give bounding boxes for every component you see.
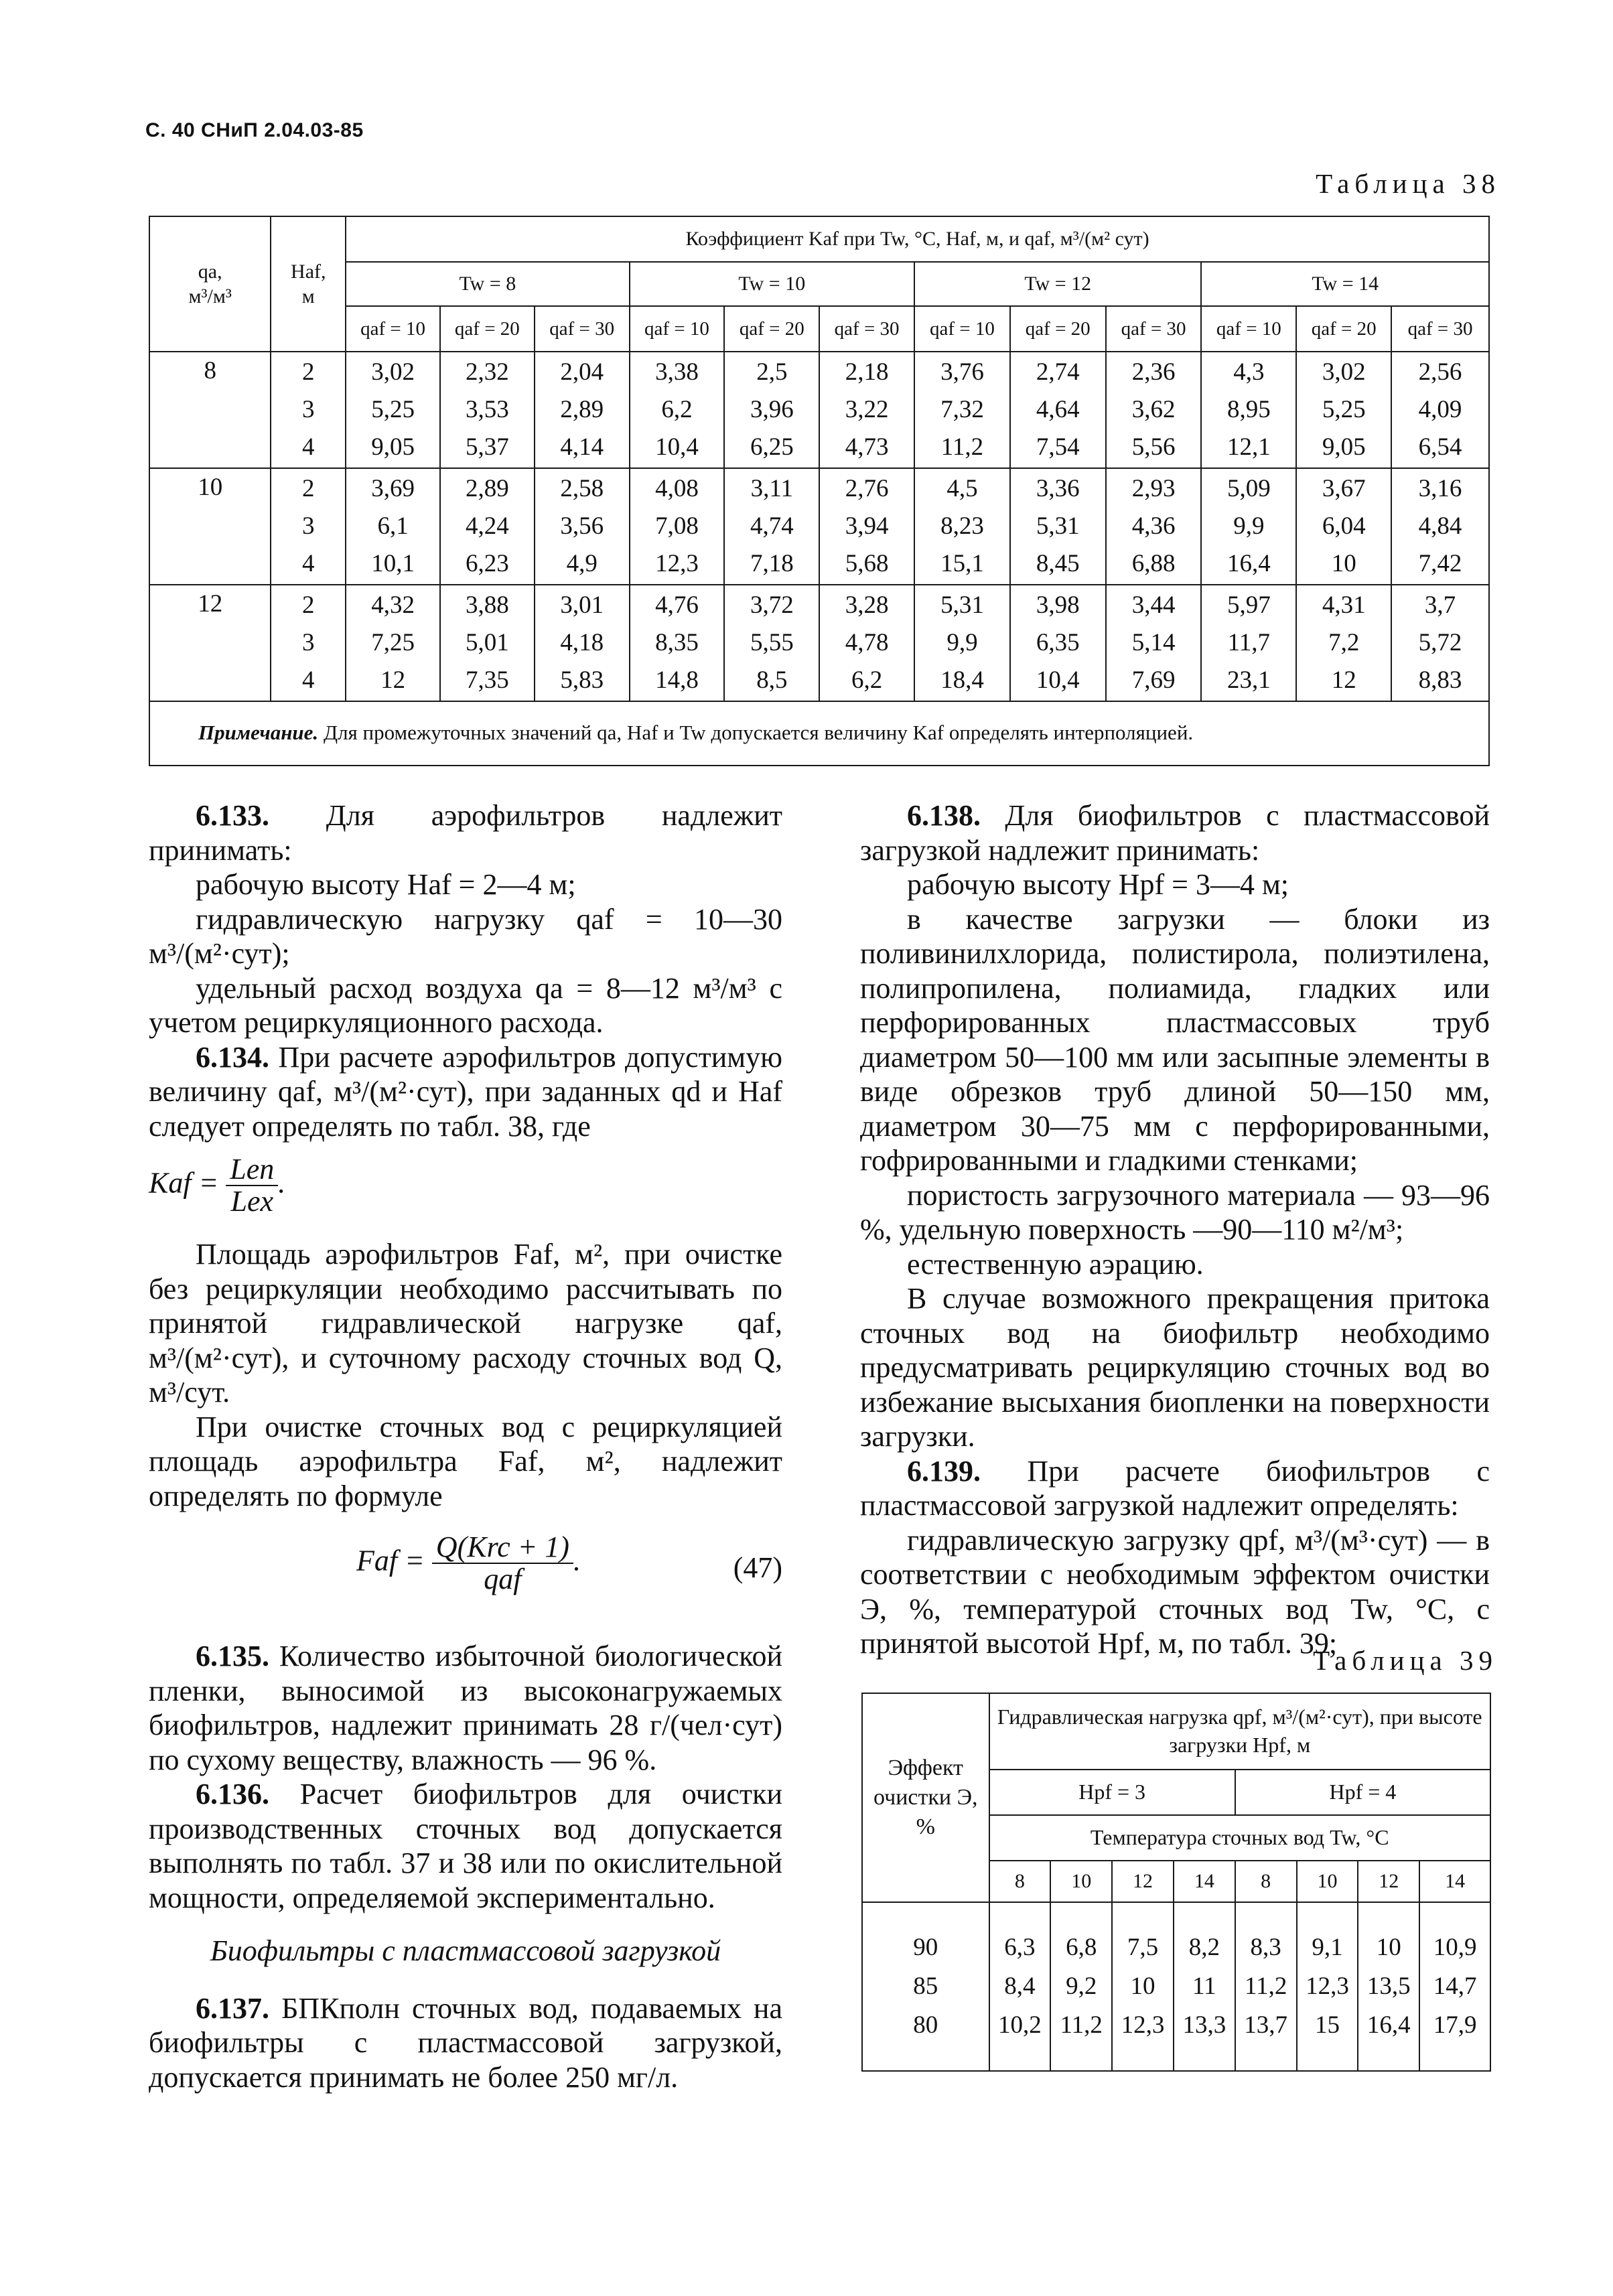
paragraph-text: Количество избыточной биологической пленки, выносимой из высоконагружаемых биофильтров, надлежит принимать 28 г/(чел·сут) по сухому веществу, влажность — 96 %.: [149, 1640, 782, 1776]
k-fraction: [226, 1154, 278, 1217]
paragraph-6-134: [149, 1040, 782, 1144]
formula-dot: .: [278, 1166, 286, 1200]
table-row: [149, 585, 1489, 701]
kaf-value: 3,76: [940, 358, 984, 386]
effect-value: 85: [913, 1972, 938, 2000]
haf-values: [271, 468, 346, 585]
kaf-value-cell: [914, 585, 1010, 701]
kaf-value: 2,58: [560, 475, 604, 502]
left-column: [149, 798, 782, 2094]
kaf-value: 15,1: [940, 550, 984, 577]
formula-47: [149, 1524, 782, 1624]
formula-number: (47): [733, 1551, 782, 1584]
kaf-value: 3,28: [845, 591, 889, 619]
kaf-value: 8,5: [756, 666, 788, 694]
kaf-value-cell: [1201, 352, 1296, 468]
temperature-value: 14: [1419, 1861, 1490, 1902]
qa-value: [149, 468, 271, 585]
paragraph-text: Для аэрофильтров надлежит принимать:: [149, 799, 782, 867]
kaf-value: 2,04: [560, 358, 604, 386]
kaf-value-cell: [1010, 352, 1106, 468]
kaf-value-cell: [630, 352, 725, 468]
fraction-denominator: qaf: [484, 1563, 522, 1596]
kaf-value: 4,74: [750, 512, 794, 540]
qaf-header-row: [149, 306, 1489, 352]
list-item: пористость загрузочного материала — 93—96 %, удельную поверхность —90—110 м²/м³;: [860, 1178, 1490, 1246]
load-value: 7,5: [1127, 1934, 1159, 1961]
kaf-value: 4,14: [560, 433, 604, 461]
kaf-value: 7,42: [1418, 550, 1462, 577]
kaf-value: 3,88: [466, 591, 509, 619]
kaf-value: 18,4: [940, 666, 984, 694]
kaf-value: 5,37: [466, 433, 509, 461]
qa-value: [149, 352, 271, 468]
qaf-header-cell: qaf = 30: [819, 306, 914, 352]
kaf-value-cell: [535, 352, 630, 468]
coefficient-header: Коэффициент Kaf при Tw, °С, Haf, м, и qaf, м³/(м² сут): [346, 216, 1489, 262]
kaf-value: 12,1: [1227, 433, 1271, 461]
paragraph-text: При расчете биофильтров с пластмассовой загрузкой надлежит определять:: [860, 1454, 1490, 1522]
table-row: [149, 468, 1489, 585]
kaf-value-cell: [1201, 585, 1296, 701]
kaf-value: 3,38: [655, 358, 699, 386]
kaf-value-cell: [440, 585, 535, 701]
kaf-value: 3,02: [371, 358, 415, 386]
qa-header: qa, м³/м³: [149, 216, 271, 352]
note-label: Примечание.: [198, 721, 319, 744]
kaf-value: 23,1: [1227, 666, 1271, 694]
kaf-value-cell: [1391, 352, 1489, 468]
kaf-value-cell: [1010, 585, 1106, 701]
paragraph-area: Площадь аэрофильтров Faf, м², при очистке без рециркуляции необходимо рассчитывать по принятой гидравлической нагрузке qaf, м³/(м²·сут), и суточному расходу сточных вод Q, м³/сут.: [149, 1238, 782, 1409]
kaf-value: 10,4: [655, 433, 699, 461]
table-38: [149, 216, 1490, 766]
page-header: С. 40 СНиП 2.04.03-85: [145, 119, 364, 141]
temperature-header: Температура сточных вод Tw, °С: [989, 1815, 1491, 1861]
load-value-cell: [1235, 1902, 1297, 2071]
kaf-value: 4,31: [1322, 591, 1366, 619]
kaf-value: 10,1: [371, 550, 415, 577]
clause-number: 6.134.: [196, 1040, 269, 1074]
kaf-value: 4,84: [1418, 512, 1462, 540]
kaf-value: 3,98: [1036, 591, 1080, 619]
table-39-body: [862, 1902, 1490, 2071]
table-39: [861, 1693, 1491, 2072]
kaf-value: 2,32: [466, 358, 509, 386]
kaf-value: 4,36: [1131, 512, 1176, 540]
load-value: 10,2: [998, 2011, 1042, 2039]
qaf-header-cell: qaf = 30: [535, 306, 630, 352]
temperature-value: 10: [1050, 1861, 1112, 1902]
kaf-value: 7,25: [371, 629, 415, 656]
note-text: Для промежуточных значений qa, Haf и Tw допускается величину Kaf определять интерполяцией.: [318, 721, 1194, 744]
kaf-value: 4,09: [1418, 396, 1462, 423]
qaf-header-cell: qaf = 20: [1010, 306, 1106, 352]
clause-number: 6.139.: [907, 1454, 981, 1488]
kaf-value: 8,35: [655, 629, 699, 656]
clause-number: 6.133.: [196, 799, 269, 832]
load-value: 11,2: [1244, 1972, 1287, 2000]
haf-header: Haf, м: [271, 216, 346, 352]
temperature-value: 12: [1358, 1861, 1419, 1902]
kaf-value: 9,9: [946, 629, 978, 656]
load-value-cell: [1050, 1902, 1112, 2071]
kaf-value: 5,09: [1227, 475, 1271, 502]
kaf-value: 7,32: [940, 396, 984, 423]
kaf-value: 12: [380, 666, 406, 694]
kaf-value: 4,32: [371, 591, 415, 619]
kaf-value: 4,78: [845, 629, 889, 656]
kaf-value: 5,72: [1418, 629, 1462, 656]
kaf-value: 9,05: [1322, 433, 1366, 461]
haf-value: 2: [302, 475, 315, 502]
kaf-value-cell: [724, 352, 819, 468]
qaf-header-cell: qaf = 20: [724, 306, 819, 352]
kaf-value: 12,3: [655, 550, 699, 577]
qaf-header-cell: qaf = 20: [440, 306, 535, 352]
kaf-value-cell: [724, 468, 819, 585]
kaf-value: 6,35: [1036, 629, 1080, 656]
kaf-value: 16,4: [1227, 550, 1271, 577]
paragraph-6-138: [860, 798, 1490, 867]
kaf-value: 5,01: [466, 629, 509, 656]
haf-values: [271, 585, 346, 701]
load-value: 13,5: [1366, 1972, 1411, 2000]
kaf-value: 2,56: [1418, 358, 1462, 386]
kaf-value: 11,7: [1227, 629, 1271, 656]
paragraph-6-137: [149, 1991, 782, 2095]
list-item: гидравлическую загрузку qpf, м³/(м³·сут) — в соответствии с необходимым эффектом очистки Э, %, температурой сточных вод Tw, °С, с принятой высотой Hpf, м, по табл. 39;: [860, 1523, 1490, 1660]
kaf-value: 5,25: [1322, 396, 1366, 423]
load-value: 12,3: [1306, 1972, 1349, 2000]
height-4-header: Hpf = 4: [1235, 1770, 1490, 1815]
clause-number: 6.138.: [907, 799, 981, 832]
load-value: 16,4: [1366, 2011, 1411, 2039]
kaf-value-cell: [440, 468, 535, 585]
list-item: гидравлическую нагрузку qaf = 10—30 м³/(м²·сут);: [149, 902, 782, 970]
paragraph-area-recirc: При очистке сточных вод с рециркуляцией площадь аэрофильтра Faf, м², надлежит определять по формуле: [149, 1410, 782, 1512]
kaf-value: 4,24: [466, 512, 509, 540]
kaf-value-cell: [724, 585, 819, 701]
temp-header-10: Tw = 10: [630, 262, 914, 306]
kaf-value-cell: [1106, 585, 1202, 701]
kaf-value-cell: [1391, 468, 1489, 585]
kaf-value-cell: [1201, 468, 1296, 585]
list-item: рабочую высоту Haf = 2—4 м;: [196, 868, 576, 901]
qa-value-text: 10: [198, 474, 223, 501]
table-38-body: [149, 352, 1489, 701]
kaf-value: 3,72: [750, 591, 794, 619]
haf-value: 4: [302, 433, 315, 461]
kaf-value-cell: [914, 468, 1010, 585]
load-value: 14,7: [1433, 1972, 1477, 2000]
kaf-value: 6,54: [1418, 433, 1462, 461]
load-value: 13,3: [1182, 2011, 1226, 2039]
kaf-value-cell: [819, 352, 914, 468]
kaf-value-cell: [1010, 468, 1106, 585]
formula-lhs: Faf =: [356, 1544, 425, 1577]
temp-header-8: Tw = 8: [346, 262, 629, 306]
qaf-header-cell: qaf = 10: [914, 306, 1010, 352]
kaf-value: 5,14: [1131, 629, 1176, 656]
kaf-value: 3,69: [371, 475, 415, 502]
kaf-value: 7,54: [1036, 433, 1080, 461]
haf-value: 2: [302, 591, 315, 619]
kaf-value: 3,67: [1322, 475, 1366, 502]
kaf-value-cell: [630, 468, 725, 585]
kaf-value: 3,02: [1322, 358, 1366, 386]
qaf-header-cell: qaf = 10: [630, 306, 725, 352]
kaf-value-cell: [1296, 585, 1391, 701]
load-value-cell: [1297, 1902, 1358, 2071]
kaf-value: 5,31: [940, 591, 984, 619]
temp-header-14: Tw = 14: [1201, 262, 1489, 306]
kaf-value: 6,2: [851, 666, 883, 694]
load-value: 8,2: [1188, 1934, 1220, 1961]
load-value-cell: [1419, 1902, 1490, 2071]
paragraph-6-133: [149, 798, 782, 867]
formula-fraction: [432, 1532, 573, 1595]
paragraph-text: Для биофильтров с пластмассовой загрузкой надлежит принимать:: [860, 799, 1490, 867]
kaf-value: 4,64: [1036, 396, 1080, 423]
kaf-value-cell: [630, 585, 725, 701]
load-value: 10,9: [1433, 1934, 1477, 1961]
haf-value: 3: [302, 512, 315, 540]
kaf-value: 3,36: [1036, 475, 1080, 502]
load-value-cell: [1174, 1902, 1235, 2071]
table-38-caption: Таблица 38: [1316, 168, 1500, 199]
kaf-value: 3,22: [845, 396, 889, 423]
kaf-value: 5,55: [750, 629, 794, 656]
kaf-value-cell: [346, 352, 440, 468]
section-subheading: Биофильтры с пластмассовой загрузкой: [210, 1934, 721, 1967]
kaf-value-cell: [819, 468, 914, 585]
kaf-value-cell: [440, 352, 535, 468]
qaf-header-cell: qaf = 20: [1296, 306, 1391, 352]
load-value: 10: [1376, 1934, 1401, 1961]
load-value: 9,2: [1066, 1972, 1097, 2000]
kaf-value: 2,76: [845, 475, 889, 502]
load-value-cell: [1112, 1902, 1174, 2071]
paragraph-recirculation: В случае возможного прекращения притока сточных вод на биофильтр необходимо предусматривать рециркуляцию сточных вод во избежание высыхания биопленки на поверхности загрузки.: [860, 1282, 1490, 1453]
load-value: 10: [1130, 1972, 1155, 2000]
temperature-value: 8: [1235, 1861, 1297, 1902]
kaf-value: 7,18: [750, 550, 794, 577]
kaf-value: 3,44: [1131, 591, 1176, 619]
kaf-value: 4,08: [655, 475, 699, 502]
fraction-numerator: Len: [226, 1154, 278, 1186]
height-3-header: Hpf = 3: [989, 1770, 1235, 1815]
table-39-caption: Таблица 39: [1313, 1645, 1498, 1676]
formula-lhs: Kaf =: [149, 1166, 219, 1200]
kaf-value: 3,56: [560, 512, 604, 540]
paragraph-6-135: [149, 1639, 782, 1777]
kaf-value: 6,23: [466, 550, 509, 577]
paragraph-6-139: [860, 1454, 1490, 1523]
kaf-value: 4,9: [566, 550, 598, 577]
kaf-value: 5,68: [845, 550, 889, 577]
kaf-value-cell: [914, 352, 1010, 468]
kaf-value-cell: [1296, 352, 1391, 468]
kaf-value-cell: [1106, 352, 1202, 468]
kaf-value: 14,8: [655, 666, 699, 694]
paragraph-text: При расчете аэрофильтров допустимую величину qaf, м³/(м²·сут), при заданных qd и Haf следует определять по табл. 38, где: [149, 1040, 782, 1143]
kaf-value: 2,74: [1036, 358, 1080, 386]
load-value-cell: [989, 1902, 1051, 2071]
load-value: 9,1: [1312, 1934, 1343, 1961]
fraction-denominator: Lex: [230, 1185, 274, 1218]
kaf-value: 4,3: [1233, 358, 1265, 386]
qaf-header-cell: qaf = 10: [346, 306, 440, 352]
kaf-value: 6,88: [1131, 550, 1176, 577]
kaf-value-cell: [1106, 468, 1202, 585]
kaf-value: 3,16: [1418, 475, 1462, 502]
kaf-value: 6,25: [750, 433, 794, 461]
kaf-value: 6,1: [377, 512, 409, 540]
temp-header-12: Tw = 12: [914, 262, 1201, 306]
kaf-value: 2,93: [1131, 475, 1176, 502]
kaf-value: 9,05: [371, 433, 415, 461]
kaf-value: 2,89: [466, 475, 509, 502]
load-value: 17,9: [1433, 2011, 1477, 2039]
kaf-value-cell: [535, 585, 630, 701]
kaf-value: 10,4: [1036, 666, 1080, 694]
qaf-header-cell: qaf = 30: [1106, 306, 1202, 352]
k-formula: [149, 1150, 782, 1228]
haf-value: 4: [302, 550, 315, 577]
kaf-value: 5,83: [560, 666, 604, 694]
kaf-value: 6,2: [661, 396, 693, 423]
paragraph-6-136: [149, 1777, 782, 1915]
kaf-value: 7,2: [1328, 629, 1360, 656]
kaf-value: 7,69: [1131, 666, 1176, 694]
kaf-value-cell: [1391, 585, 1489, 701]
table-row: [149, 352, 1489, 468]
kaf-value: 4,73: [845, 433, 889, 461]
haf-value: 3: [302, 396, 315, 423]
kaf-value: 2,89: [560, 396, 604, 423]
effect-header: Эффект очистки Э, %: [862, 1693, 989, 1902]
kaf-value: 4,5: [946, 475, 978, 502]
kaf-value: 9,9: [1233, 512, 1265, 540]
kaf-value: 3,94: [845, 512, 889, 540]
load-value: 8,4: [1004, 1972, 1036, 2000]
kaf-value-cell: [346, 585, 440, 701]
kaf-value: 5,31: [1036, 512, 1080, 540]
kaf-value: 2,36: [1131, 358, 1176, 386]
kaf-value: 8,45: [1036, 550, 1080, 577]
list-item: удельный расход воздуха qa = 8—12 м³/м³ с учетом рециркуляционного расхода.: [149, 971, 782, 1039]
kaf-value: 3,7: [1424, 591, 1456, 619]
kaf-value: 3,01: [560, 591, 604, 619]
kaf-value: 5,56: [1131, 433, 1176, 461]
qa-value-text: 8: [204, 357, 216, 384]
effect-value: 80: [913, 2011, 938, 2039]
haf-value: 4: [302, 666, 315, 694]
fraction-numerator: Q(Krc + 1): [432, 1532, 573, 1564]
qa-value-text: 12: [198, 590, 223, 618]
kaf-value: 10: [1331, 550, 1356, 577]
table-row: [862, 1902, 1490, 2071]
qa-value: [149, 585, 271, 701]
kaf-value: 3,62: [1131, 396, 1176, 423]
clause-number: 6.135.: [196, 1640, 269, 1672]
kaf-value: 5,97: [1227, 591, 1271, 619]
list-item: рабочую высоту Hpf = 3—4 м;: [907, 868, 1289, 901]
load-value: 13,7: [1244, 2011, 1288, 2039]
kaf-value: 3,53: [466, 396, 509, 423]
kaf-value-cell: [346, 468, 440, 585]
qaf-header-cell: qaf = 30: [1391, 306, 1489, 352]
clause-number: 6.136.: [196, 1778, 269, 1810]
load-value: 11: [1192, 1972, 1216, 2000]
kaf-value: 2,5: [756, 358, 788, 386]
kaf-value-cell: [1296, 468, 1391, 585]
kaf-value: 8,23: [940, 512, 984, 540]
temperature-value: 12: [1112, 1861, 1174, 1902]
list-item: в качестве загрузки — блоки из поливинилхлорида, полистирола, полиэтилена, полипропилена, полиамида, гладких или перфорированных пластмассовых труб диаметром 50—100 мм или засыпные элементы в виде обрезков труб длиной 50—150 мм, диаметром 30—75 мм с перфорированными, гофрированными и гладкими стенками;: [860, 902, 1490, 1177]
temperature-value: 14: [1174, 1861, 1235, 1902]
load-value: 11,2: [1060, 2011, 1103, 2039]
list-item: естественную аэрацию.: [907, 1247, 1204, 1281]
haf-value: 2: [302, 358, 315, 386]
table-38-note: [149, 701, 1489, 766]
load-header: Гидравлическая нагрузка qpf, м³/(м²·сут), при высоте загрузки Hpf, м: [989, 1693, 1491, 1770]
qaf-header-cell: qaf = 10: [1201, 306, 1296, 352]
kaf-value: 6,04: [1322, 512, 1366, 540]
temperature-value: 10: [1297, 1861, 1358, 1902]
kaf-value: 2,18: [845, 358, 889, 386]
load-value: 15: [1314, 2011, 1340, 2039]
right-column: [860, 798, 1490, 1661]
load-value: 6,3: [1004, 1934, 1036, 1961]
paragraph-text: БПКполн сточных вод, подаваемых на биофильтры с пластмассовой загрузкой, допускается принимать не более 250 мг/л.: [149, 1991, 782, 2094]
kaf-value: 11,2: [940, 433, 984, 461]
effect-value: 90: [913, 1934, 938, 1961]
kaf-value-cell: [819, 585, 914, 701]
paragraph-text: Расчет биофильтров для очистки производственных сточных вод допускается выполнять по табл. 37 и 38 или по окислительной мощности, определяемой экспериментально.: [149, 1778, 782, 1914]
kaf-value: 12: [1331, 666, 1356, 694]
temperature-value: 8: [989, 1861, 1051, 1902]
kaf-value: 7,35: [466, 666, 509, 694]
haf-values: [271, 352, 346, 468]
kaf-value: 4,76: [655, 591, 699, 619]
kaf-value: 4,18: [560, 629, 604, 656]
kaf-value: 7,08: [655, 512, 699, 540]
kaf-value: 5,25: [371, 396, 415, 423]
load-value-cell: [1358, 1902, 1419, 2071]
formula-dot: .: [573, 1544, 581, 1577]
kaf-value: 3,11: [750, 475, 793, 502]
load-value: 12,3: [1121, 2011, 1165, 2039]
kaf-value-cell: [535, 468, 630, 585]
load-value: 6,8: [1066, 1934, 1097, 1961]
kaf-value: 3,96: [750, 396, 794, 423]
clause-number: 6.137.: [196, 1991, 269, 2025]
haf-value: 3: [302, 629, 315, 656]
effect-values: [862, 1902, 989, 2071]
kaf-value: 8,95: [1227, 396, 1271, 423]
kaf-value: 8,83: [1418, 666, 1462, 694]
load-value: 8,3: [1250, 1934, 1281, 1961]
